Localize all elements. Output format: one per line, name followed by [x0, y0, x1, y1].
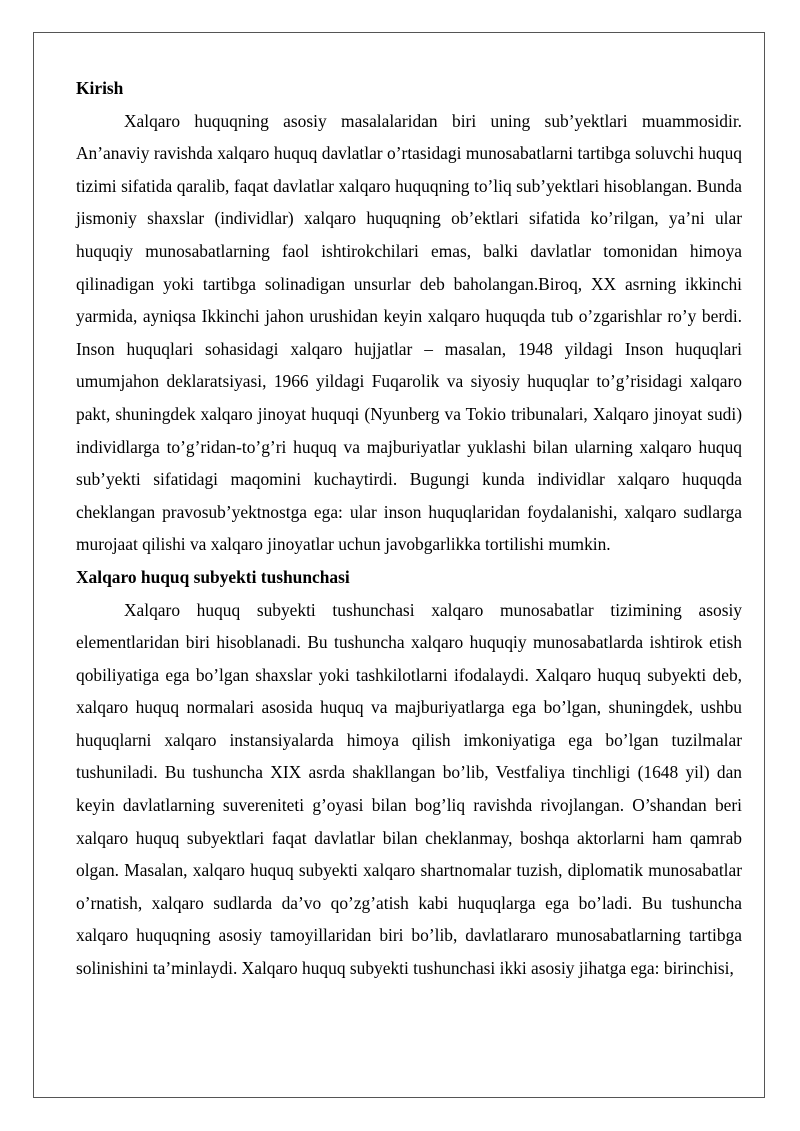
document-body — [76, 72, 742, 985]
intro-paragraph: Xalqaro huquqning asosiy masalalaridan biri uning sub’yektlari muammosidir. An’anaviy ravishda xalqaro huquq davlatlar o’rtasidagi munosabatlarni tartibga soluvchi huquq tizimi sifatida qaralib, faqat davlatlar xalqaro huquqning to’liq sub’yektlari hisoblangan. Bunda jismoniy shaxslar (individlar) xalqaro huquqning ob’ektlari sifatida ko’rilgan, ya’ni ular huquqiy munosabatlarning faol ishtirokchilari emas, balki davlatlar tomonidan himoya qilinadigan yoki tartibga solinadigan unsurlar deb baholangan.Biroq, XX asrning ikkinchi yarmida, ayniqsa Ikkinchi jahon urushidan keyin xalqaro huquqda tub o’zgarishlar ro’y berdi. Inson huquqlari sohasidagi xalqaro hujjatlar – masalan, 1948 yildagi Inson huquqlari umumjahon deklaratsiyasi, 1966 yildagi Fuqarolik va siyosiy huquqlar to’g’risidagi xalqaro pakt, shuningdek xalqaro jinoyat huquqi (Nyunberg va Tokio tribunalari, Xalqaro jinoyat sudi) individlarga to’g’ridan-to’g’ri huquq va majburiyatlar yuklashi bilan ularning xalqaro huquq sub’yekti sifatidagi maqomini kuchaytirdi. Bugungi kunda individlar xalqaro huquqda cheklangan pravosub’yektnostga ega: ular inson huquqlaridan foydalanishi, xalqaro sudlarga murojaat qilishi va xalqaro jinoyatlar uchun javobgarlikka tortilishi mumkin. — [76, 110, 742, 555]
section-heading: Xalqaro huquq subyekti tushunchasi — [76, 566, 350, 587]
section-paragraph: Xalqaro huquq subyekti tushunchasi xalqaro munosabatlar tizimining asosiy elementlaridan biri hisoblanadi. Bu tushuncha xalqaro huquqiy munosabatlarda ishtirok etish qobiliyatiga ega bo’lgan shaxslar yoki tashkilotlarni ifodalaydi. Xalqaro huquq subyekti deb, xalqaro huquq normalari asosida huquq va majburiyatlarga ega bo’lgan, shuningdek, ushbu huquqlarni xalqaro instansiyalarda himoya qilish imkoniyatiga ega bo’lgan tuzilmalar tushuniladi. Bu tushuncha XIX asrda shakllangan bo’lib, Vestfaliya tinchligi (1648 yil) dan keyin davlatlarning suvereniteti g’oyasi bilan bog’liq ravishda rivojlangan. O’shandan beri xalqaro huquq subyektlari faqat davlatlar bilan cheklanmay, boshqa aktorlarni ham qamrab olgan. Masalan, xalqaro huquq subyekti xalqaro shartnomalar tuzish, diplomatik munosabatlar o’rnatish, xalqaro sudlarda da’vo qo’zg’atish kabi huquqlarga ega bo’ladi. Bu tushuncha xalqaro huquqning asosiy tamoyillaridan biri bo’lib, davlatlararo munosabatlarning tartibga solinishini ta’minlaydi. Xalqaro huquq subyekti tushunchasi ikki asosiy jihatga ega: birinchisi, — [76, 599, 742, 979]
intro-heading: Kirish — [76, 78, 124, 98]
